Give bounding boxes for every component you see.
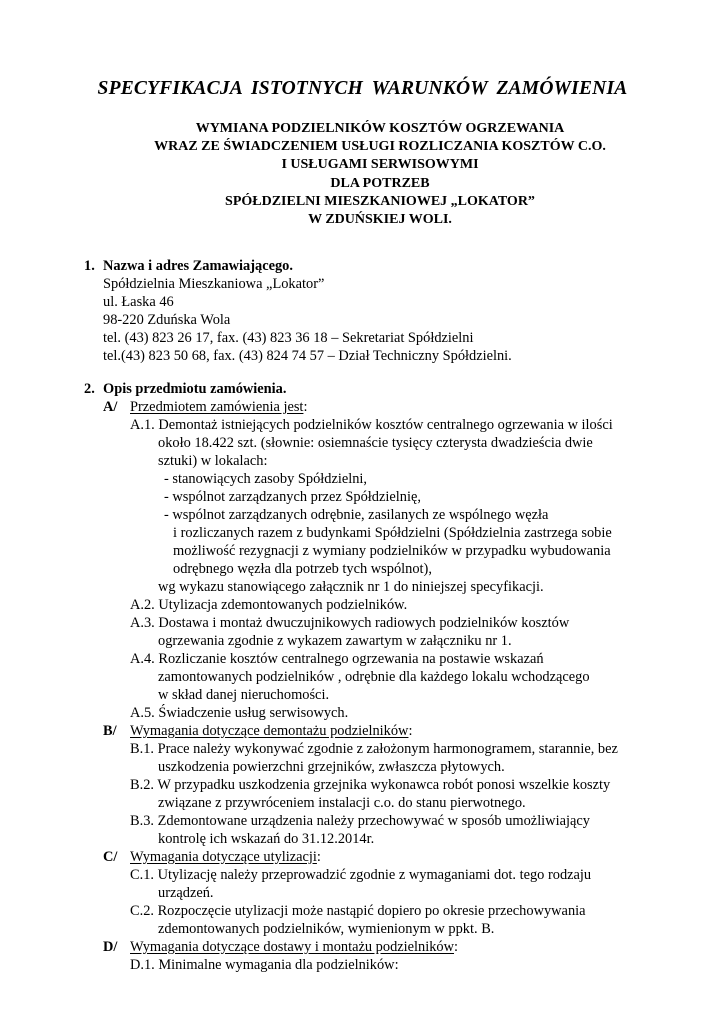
subsection-title-text: Wymagania dotyczące dostawy i montażu podzielników (130, 939, 455, 955)
subtitle-line: WYMIANA PODZIELNIKÓW KOSZTÓW OGRZEWANIA (195, 121, 565, 136)
subsection-title-suffix: : (454, 939, 459, 955)
item-line: możliwość rezygnacji z wymiany podzielników w przypadku wybudowania (173, 543, 611, 559)
subsection-title (130, 849, 321, 866)
item-line: A.5. Świadczenie usług serwisowych. (130, 705, 349, 721)
item-line: kontrolę ich wskazań do 31.12.2014r. (158, 831, 375, 847)
section-heading: Opis przedmiotu zamówienia. (103, 381, 287, 397)
item-line: B.2. W przypadku uszkodzenia grzejnika wykonawca robót ponosi wszelkie koszty (130, 777, 611, 793)
section-number: 1. (84, 258, 95, 274)
address-line: 98-220 Zduńska Wola (103, 312, 231, 328)
item-line: w skład danej nieruchomości. (158, 687, 330, 703)
address-line: ul. Łaska 46 (103, 294, 174, 310)
list-item: - stanowiących zasoby Spółdzielni, (164, 471, 368, 487)
subtitle-line: W ZDUŃSKIEJ WOLI. (308, 212, 452, 228)
document-title: SPECYFIKACJA ISTOTNYCH WARUNKÓW ZAMÓWIENIA (97, 78, 628, 99)
address-line: Spółdzielnia Mieszkaniowa „Lokator” (103, 276, 325, 292)
subsection-title-text: Wymagania dotyczące utylizacji (130, 849, 317, 865)
section-heading: Nazwa i adres Zamawiającego. (103, 258, 293, 274)
item-line: związane z przywróceniem instalacji c.o. do stanu pierwotnego. (158, 795, 526, 811)
item-line: ogrzewania zgodnie z wykazem zawartym w załączniku nr 1. (158, 633, 512, 649)
item-line: uszkodzenia powierzchni grzejników, zwłaszcza płytowych. (158, 759, 505, 775)
subsection-label: A/ (103, 399, 118, 415)
item-line: C.2. Rozpoczęcie utylizacji może nastąpić dopiero po okresie przechowywania (130, 903, 586, 919)
item-line: około 18.422 szt. (słownie: osiemnaście tysięcy czterysta dwadzieścia dwie (158, 435, 593, 451)
subtitle-line: SPÓŁDZIELNI MIESZKANIOWEJ „LOKATOR” (225, 193, 535, 209)
item-line: C.1. Utylizację należy przeprowadzić zgodnie z wymaganiami dot. tego rodzaju (130, 867, 592, 883)
item-line: urządzeń. (158, 885, 214, 901)
item-line: zamontowanych podzielników , odrębnie dla każdego lokalu wchodzącego (158, 669, 590, 685)
subsection-title-suffix: : (316, 849, 321, 865)
item-line: A.3. Dostawa i montaż dwuczujnikowych radiowych podzielników kosztów (130, 615, 570, 631)
subtitle-line: I USŁUGAMI SERWISOWYMI (281, 157, 479, 173)
item-line: A.1. Demontaż istniejących podzielników kosztów centralnego ogrzewania w ilości (130, 417, 613, 433)
subsection-label: D/ (103, 939, 118, 955)
list-item: - wspólnot zarządzanych odrębnie, zasilanych ze wspólnego węzła (164, 507, 549, 523)
item-line: D.1. Minimalne wymagania dla podzielników: (130, 957, 399, 973)
subsection-title (130, 399, 307, 416)
item-line: sztuki) w lokalach: (158, 453, 268, 469)
item-line: i rozliczanych razem z budynkami Spółdzielni (Spółdzielnia zastrzega sobie (173, 525, 612, 541)
section-number: 2. (84, 381, 95, 397)
item-line: wg wykazu stanowiącego załącznik nr 1 do niniejszej specyfikacji. (158, 579, 544, 595)
subtitle-line: DLA POTRZEB (330, 175, 430, 191)
item-line: A.4. Rozliczanie kosztów centralnego ogrzewania na postawie wskazań (130, 651, 544, 667)
item-line: B.3. Zdemontowane urządzenia należy przechowywać w sposób umożliwiający (130, 813, 590, 829)
subsection-label: C/ (103, 849, 118, 865)
address-line: tel.(43) 823 50 68, fax. (43) 824 74 57 – Dział Techniczny Spółdzielni. (103, 348, 512, 364)
list-item: - wspólnot zarządzanych przez Spółdzielnię, (164, 489, 421, 505)
document-subtitle (100, 120, 660, 229)
subtitle-line: WRAZ ZE ŚWIADCZENIEM USŁUGI ROZLICZANIA KOSZTÓW C.O. (154, 139, 606, 155)
item-line: odrębnego węzła dla potrzeb tych wspólnot), (173, 561, 432, 577)
subsection-label: B/ (103, 723, 117, 739)
subsection-title-suffix: : (408, 723, 413, 739)
subsection-title (130, 939, 458, 956)
item-line: A.2. Utylizacja zdemontowanych podzielników. (130, 597, 408, 613)
subsection-title (130, 723, 412, 740)
subsection-title-suffix: : (303, 399, 308, 415)
subsection-title-text: Wymagania dotyczące demontażu podzielników (130, 723, 409, 739)
item-line: zdemontowanych podzielników, wymienionym w ppkt. B. (158, 921, 495, 937)
subsection-title-text: Przedmiotem zamówienia jest (130, 399, 304, 415)
address-line: tel. (43) 823 26 17, fax. (43) 823 36 18 – Sekretariat Spółdzielni (103, 330, 474, 346)
item-line: B.1. Prace należy wykonywać zgodnie z założonym harmonogramem, starannie, bez (130, 741, 618, 757)
